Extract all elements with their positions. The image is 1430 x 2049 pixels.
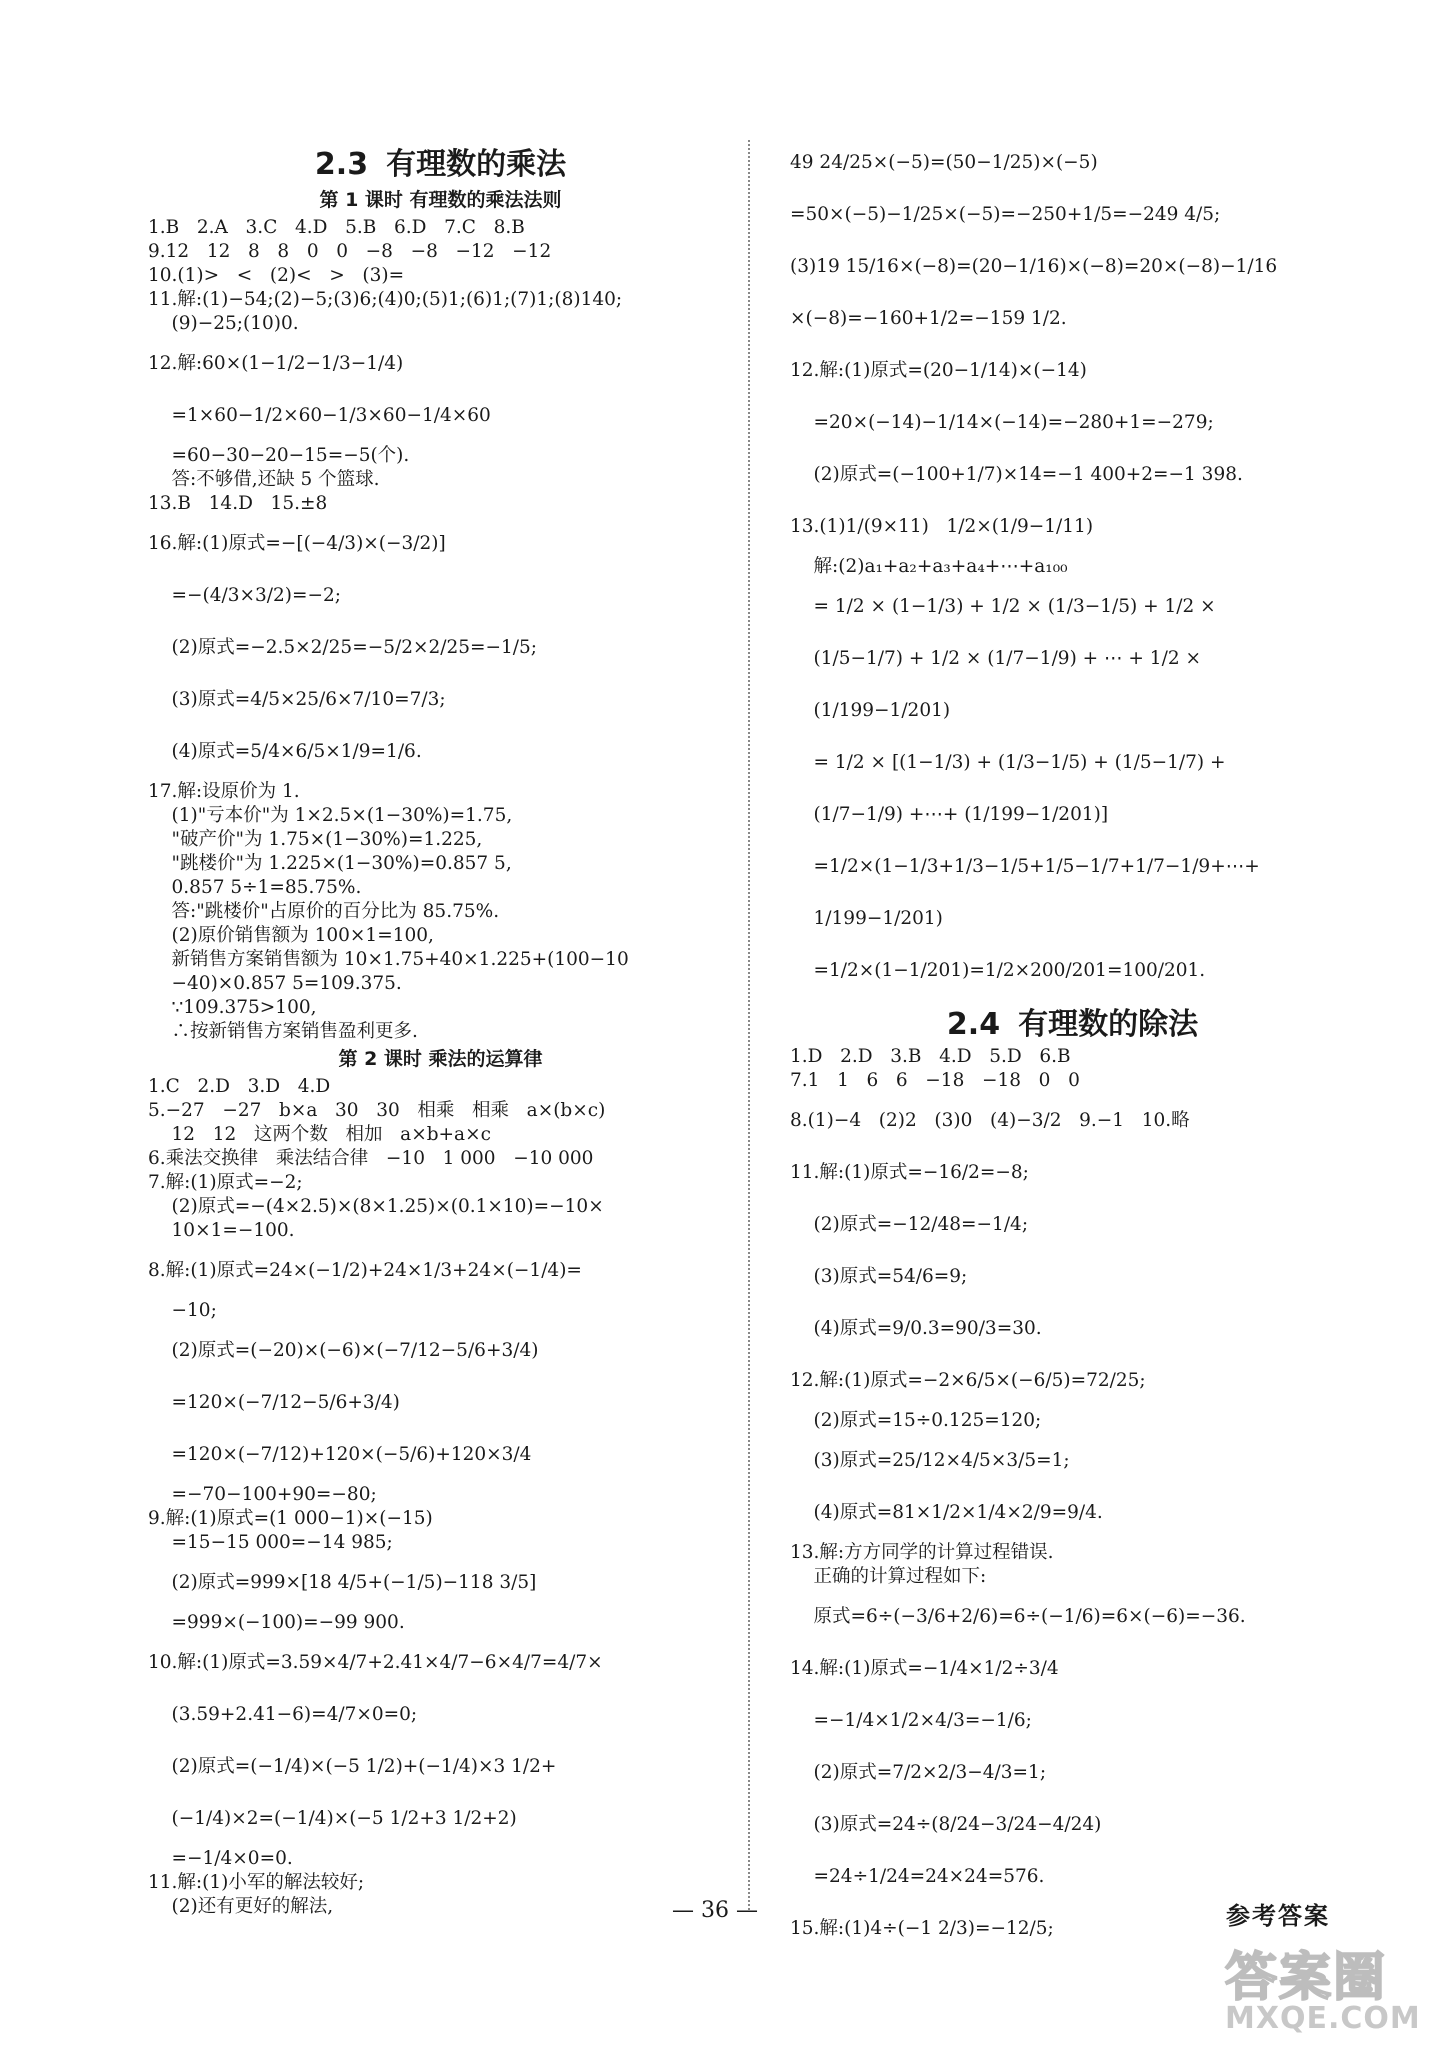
answer-line: (1)"亏本价"为 1×2.5×(1−30%)=1.75,: [148, 805, 513, 826]
answer-line: 答:"跳楼价"占原价的百分比为 85.75%.: [148, 901, 500, 922]
question-8: [148, 1247, 733, 1507]
answer-line: (2)原式=(−100+1/7)×14=−1 400+2=−1 398.: [790, 464, 1243, 485]
answer-line: (3)原式=4/5×25/6×7/10=7/3;: [148, 689, 446, 710]
answer-line: 原式=6÷(−3/6+2/6)=6÷(−1/6)=6×(−6)=−36.: [790, 1606, 1246, 1627]
answer-line: 10.(1)> < (2)< > (3)=: [148, 265, 405, 286]
answer-line: 0.857 5÷1=85.75%.: [148, 877, 362, 898]
section-number: 2.3: [314, 147, 369, 182]
question-12: [148, 340, 733, 492]
answer-line: −40)×0.857 5=109.375.: [148, 973, 402, 994]
answer-line: (4)原式=5/4×6/5×1/9=1/6.: [148, 741, 422, 762]
answer-key-label: 参考答案: [1226, 1902, 1330, 1930]
answer-line: =−1/4×0=0.: [148, 1848, 293, 1869]
answer-line: (3)原式=25/12×4/5×3/5=1;: [790, 1450, 1070, 1471]
answer-line: = 1/2 × [(1−1/3) + (1/3−1/5) + (1/5−1/7) +: [790, 752, 1226, 773]
answer-line: 17.解:设原价为 1.: [148, 781, 300, 802]
question-17: [148, 780, 733, 1044]
answer-line: =20×(−14)−1/14×(−14)=−280+1=−279;: [790, 412, 1214, 433]
answer-line: =24÷1/24=24×24=576.: [790, 1866, 1045, 1887]
answer-line: (4)原式=81×1/2×1/4×2/9=9/4.: [790, 1502, 1103, 1523]
answers-block-2: [148, 1075, 733, 1243]
answer-line: (1/5−1/7) + 1/2 × (1/7−1/9) + ⋯ + 1/2 ×: [790, 648, 1201, 669]
answer-line: (3)原式=24÷(8/24−3/24−4/24): [790, 1814, 1102, 1835]
answer-line: =−(4/3×3/2)=−2;: [148, 585, 342, 606]
answers-block-1: [148, 216, 733, 336]
answer-line: "破产价"为 1.75×(1−30%)=1.225,: [148, 829, 483, 850]
answer-line: ∴按新销售方案销售盈利更多.: [148, 1021, 418, 1042]
answer-line: =120×(−7/12−5/6+3/4): [148, 1392, 400, 1413]
answer-line: (4)原式=9/0.3=90/3=30.: [790, 1318, 1042, 1339]
answer-line: (2)原式=(−1/4)×(−5 1/2)+(−1/4)×3 1/2+: [148, 1756, 557, 1777]
answer-line: 14.解:(1)原式=−1/4×1/2÷3/4: [790, 1658, 1059, 1679]
answer-line: =50×(−5)−1/25×(−5)=−250+1/5=−249 4/5;: [790, 204, 1221, 225]
answer-line: (3)19 15/16×(−8)=(20−1/16)×(−8)=20×(−8)−1/16: [790, 256, 1278, 277]
answer-line: 13.(1)1/(9×11) 1/2×(1/9−1/11): [790, 516, 1094, 537]
answer-line: =1×60−1/2×60−1/3×60−1/4×60: [148, 405, 491, 426]
answer-line: 49 24/25×(−5)=(50−1/25)×(−5): [790, 152, 1098, 173]
answer-line: (−1/4)×2=(−1/4)×(−5 1/2+3 1/2+2): [148, 1808, 517, 1829]
answer-line: =15−15 000=−14 985;: [148, 1532, 393, 1553]
answer-line: "跳楼价"为 1.225×(1−30%)=0.857 5,: [148, 853, 512, 874]
answer-line: (2)还有更好的解法,: [148, 1896, 334, 1917]
answer-line: =60−30−20−15=−5(个).: [148, 445, 410, 466]
answer-line: =−1/4×1/2×4/3=−1/6;: [790, 1710, 1032, 1731]
answer-line: 12.解:(1)原式=(20−1/14)×(−14): [790, 360, 1087, 381]
watermark-logo: [1225, 1935, 1421, 2040]
right-column: [790, 135, 1355, 1957]
answer-line: (9)−25;(10)0.: [148, 313, 299, 334]
answer-line: ∵109.375>100,: [148, 997, 317, 1018]
answer-line: 7.解:(1)原式=−2;: [148, 1172, 303, 1193]
answer-line: =−70−100+90=−80;: [148, 1484, 377, 1505]
answer-line: (2)原式=(−20)×(−6)×(−7/12−5/6+3/4): [148, 1340, 539, 1361]
answer-line: =1/2×(1−1/3+1/3−1/5+1/5−1/7+1/7−1/9+⋯+: [790, 856, 1260, 877]
answer-line: 1.C 2.D 3.D 4.D: [148, 1076, 331, 1097]
answer-line: 11.解:(1)原式=−16/2=−8;: [790, 1162, 1029, 1183]
lesson-title-1: 第 1 课时 有理数的乘法法则: [319, 189, 562, 211]
question-12b-right: [790, 1357, 1355, 1537]
answer-line: 15.解:(1)4÷(−1 2/3)=−12/5;: [790, 1918, 1054, 1939]
lesson-title-2: 第 2 课时 乘法的运算律: [338, 1048, 543, 1070]
answer-line: =1/2×(1−1/201)=1/2×200/201=100/201.: [790, 960, 1206, 981]
page-number: — 36 —: [672, 1898, 758, 1923]
answer-line: 7.1 1 6 6 −18 −18 0 0: [790, 1070, 1080, 1091]
answer-line: 12.解:(1)原式=−2×6/5×(−6/5)=72/25;: [790, 1370, 1146, 1391]
answer-line: (3.59+2.41−6)=4/7×0=0;: [148, 1704, 418, 1725]
answer-line: (1/7−1/9) +⋯+ (1/199−1/201)]: [790, 804, 1109, 825]
section-number: 2.4: [946, 1007, 1001, 1042]
answer-line: (2)原式=−(4×2.5)×(8×1.25)×(0.1×10)=−10×: [148, 1196, 604, 1217]
answer-line: ×(−8)=−160+1/2=−159 1/2.: [790, 308, 1067, 329]
answer-line: 12 12 这两个数 相加 a×b+a×c: [148, 1124, 491, 1145]
question-11-right: [790, 1149, 1355, 1353]
answer-line: (1/199−1/201): [790, 700, 951, 721]
answer-line: (2)原式=−2.5×2/25=−5/2×2/25=−1/5;: [148, 637, 538, 658]
answer-line: 答:不够借,还缺 5 个篮球.: [148, 469, 380, 490]
answer-line: (2)原式=15÷0.125=120;: [790, 1410, 1042, 1431]
answer-line: 10×1=−100.: [148, 1220, 295, 1241]
answer-line: 解:(2)a₁+a₂+a₃+a₄+⋯+a₁₀₀: [790, 556, 1068, 577]
question-13b-right: [790, 1541, 1355, 1641]
left-column: [148, 135, 733, 1919]
answer-line: 1/199−1/201): [790, 908, 943, 929]
watermark-glyph: 答案圈: [1225, 1948, 1388, 2008]
answers-block-3: [790, 1045, 1355, 1145]
question-16: [148, 520, 733, 776]
answer-line: (2)原式=7/2×2/3−4/3=1;: [790, 1762, 1047, 1783]
continuation-block: [790, 139, 1355, 343]
section-title-2-4: [790, 999, 1355, 1043]
answer-line: = 1/2 × (1−1/3) + 1/2 × (1/3−1/5) + 1/2 ×: [790, 596, 1216, 617]
answer-line: −10;: [148, 1300, 217, 1321]
answer-line: 1.B 2.A 3.C 4.D 5.B 6.D 7.C 8.B: [148, 217, 525, 238]
question-13-right: [790, 503, 1355, 995]
watermark-text: MXQE.COM: [1225, 2001, 1421, 2036]
answer-line: 13.解:方方同学的计算过程错误.: [790, 1542, 1054, 1563]
answer-line: 1.D 2.D 3.B 4.D 5.D 6.B: [790, 1046, 1071, 1067]
answer-line: (2)原价销售额为 100×1=100,: [148, 925, 434, 946]
answer-line: 8.解:(1)原式=24×(−1/2)+24×1/3+24×(−1/4)=: [148, 1260, 582, 1281]
answer-line: 11.解:(1)小军的解法较好;: [148, 1872, 365, 1893]
answer-line: =999×(−100)=−99 900.: [148, 1612, 405, 1633]
answer-line: 11.解:(1)−54;(2)−5;(3)6;(4)0;(5)1;(6)1;(7)1;(8)140;: [148, 289, 623, 310]
answer-line: 新销售方案销售额为 10×1.75+40×1.225+(100−10: [148, 949, 629, 970]
answer-line: 9.12 12 8 8 0 0 −8 −8 −12 −12: [148, 241, 552, 262]
answer-line: 12.解:60×(1−1/2−1/3−1/4): [148, 353, 404, 374]
section-title-2-3: [148, 139, 733, 183]
answer-line: (2)原式=−12/48=−1/4;: [790, 1214, 1029, 1235]
question-10: [148, 1639, 733, 1871]
column-divider: [748, 140, 750, 1910]
question-9: [148, 1507, 733, 1635]
answer-line: 9.解:(1)原式=(1 000−1)×(−15): [148, 1508, 433, 1529]
answer-line: 正确的计算过程如下:: [790, 1566, 987, 1587]
answer-line: 6.乘法交换律 乘法结合律 −10 1 000 −10 000: [148, 1148, 594, 1169]
question-14-right: [790, 1645, 1355, 1901]
question-12-right: [790, 347, 1355, 499]
answer-line: 8.(1)−4 (2)2 (3)0 (4)−3/2 9.−1 10.略: [790, 1110, 1190, 1131]
answer-line: (2)原式=999×[18 4/5+(−1/5)−118 3/5]: [148, 1572, 537, 1593]
section-name: 有理数的乘法: [386, 147, 567, 182]
answer-line: 10.解:(1)原式=3.59×4/7+2.41×4/7−6×4/7=4/7×: [148, 1652, 603, 1673]
answer-line: (3)原式=54/6=9;: [790, 1266, 968, 1287]
answer-line: 16.解:(1)原式=−[(−4/3)×(−3/2)]: [148, 533, 446, 554]
answer-line: =120×(−7/12)+120×(−5/6)+120×3/4: [148, 1444, 532, 1465]
answer-line: 13.B 14.D 15.±8: [148, 493, 328, 514]
section-name: 有理数的除法: [1018, 1007, 1199, 1042]
answer-line: 5.−27 −27 b×a 30 30 相乘 相乘 a×(b×c): [148, 1100, 606, 1121]
